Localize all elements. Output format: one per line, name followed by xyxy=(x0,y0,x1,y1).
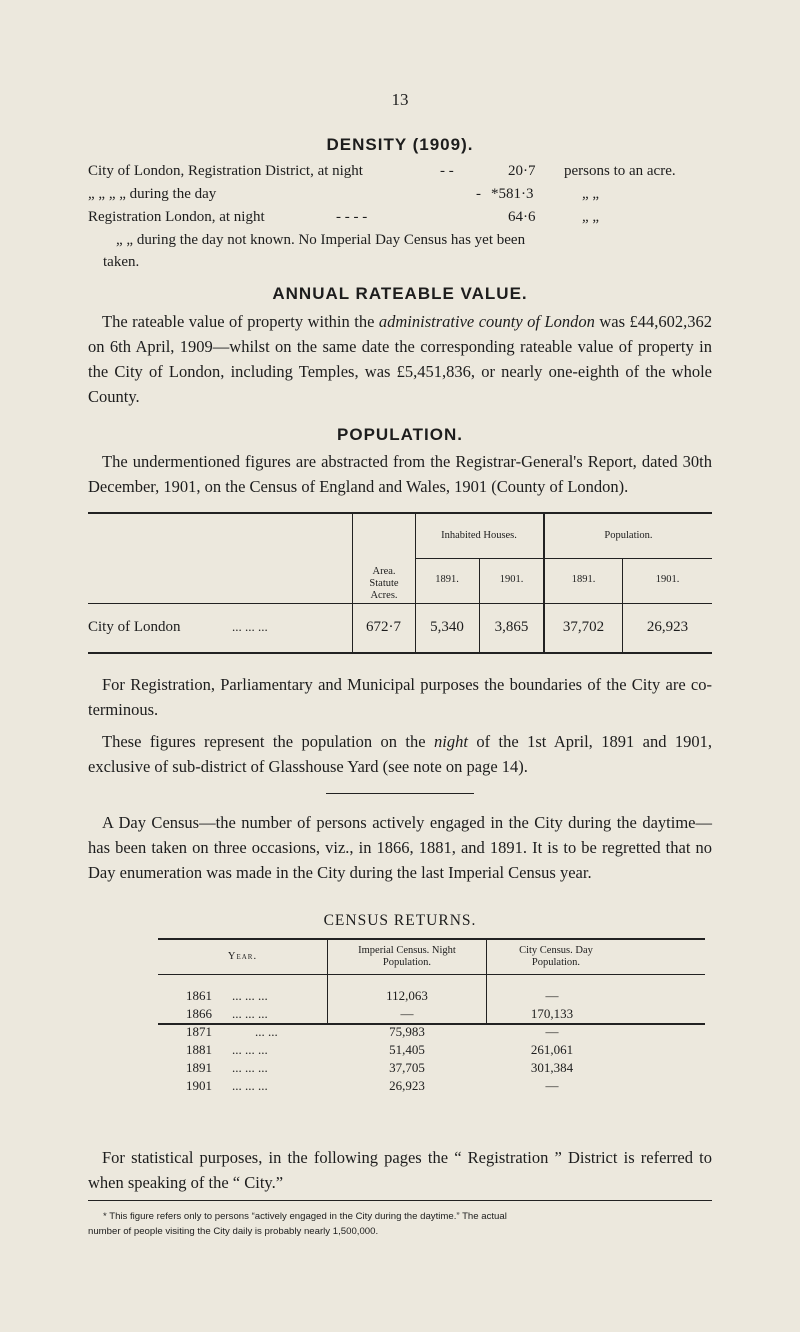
boundaries-text: For Registration, Parliamentary and Municipal purposes the boundaries of the City are co-terminous. xyxy=(88,675,712,719)
census-day: — xyxy=(545,988,559,1003)
rateable-text: The rateable value of property within the xyxy=(102,312,379,331)
density-row-unit: „ „ xyxy=(582,209,600,225)
census-night: 75,983 xyxy=(389,1024,425,1039)
density-row-dashes: - - - - xyxy=(336,209,368,225)
year-header: 1891. xyxy=(435,574,459,585)
census-day: 301,384 xyxy=(530,1060,574,1075)
census-night: 37,705 xyxy=(389,1060,425,1075)
houses-header: Inhabited Houses. xyxy=(441,530,517,541)
row-houses-1891: 5,340 xyxy=(430,619,464,635)
density-row-value: 20·7 xyxy=(508,163,536,179)
density-note: taken. xyxy=(103,254,140,270)
table-vline xyxy=(622,558,623,653)
density-row-value: 64·6 xyxy=(508,209,536,225)
census-dots: ... ... ... xyxy=(232,988,268,1003)
year-header: 1891. xyxy=(571,574,596,585)
density-heading: DENSITY (1909). xyxy=(326,135,474,154)
population-intro xyxy=(88,449,712,499)
density-note: „ „ during the day not known. No Imperial Day Census has yet been xyxy=(116,232,526,248)
year-header: 1901. xyxy=(499,574,524,585)
divider xyxy=(326,793,474,794)
rateable-italic: administrative county of London xyxy=(378,312,595,331)
pop-header: Population. xyxy=(604,530,653,541)
day-census-paragraph xyxy=(88,810,712,885)
statistical-paragraph xyxy=(88,1145,712,1195)
census-night-header: Imperial Census. Night Population. xyxy=(358,945,456,968)
density-row-dashes: - xyxy=(476,186,481,202)
rateable-paragraph xyxy=(88,309,712,409)
census-heading: CENSUS RETURNS. xyxy=(323,912,477,929)
population-intro-text: The undermentioned figures are abstracted from the Registrar-General's Report, dated 30th December, 1901, on the Census of England and Wales, 1901 (County of London). xyxy=(88,452,712,496)
census-year: 1866 xyxy=(186,1006,212,1021)
statistical-text: For statistical purposes, in the following pages the “ Registration ” District is referred to when speaking of the “ City.” xyxy=(88,1148,712,1192)
row-houses-1901: 3,865 xyxy=(494,619,529,635)
row-area: 672·7 xyxy=(366,619,401,635)
census-dots: ... ... ... xyxy=(232,1060,268,1075)
census-day: — xyxy=(545,1078,559,1093)
census-dots: ... ... xyxy=(255,1024,278,1039)
table-bottom-rule xyxy=(88,652,712,654)
census-night: — xyxy=(400,1006,414,1021)
census-year: 1881 xyxy=(186,1042,212,1057)
boundaries-paragraph xyxy=(88,672,712,722)
census-dots: ... ... ... xyxy=(232,1006,268,1021)
census-night: 112,063 xyxy=(386,988,428,1003)
area-header: Area. Statute Acres. xyxy=(369,566,399,601)
census-day: 261,061 xyxy=(530,1042,574,1057)
density-row-unit: „ „ xyxy=(582,186,600,202)
rateable-text: was £44,602,362 on 6th April, 1909—whilst on the same date the corresponding rateable value of property in the City of London, including Temples, was £5,451,836, or nearly one-eighth of the whole County. xyxy=(88,312,712,406)
table-header-rule xyxy=(88,603,712,604)
density-row-label: Registration London, at night xyxy=(88,209,265,225)
census-day: — xyxy=(545,1024,559,1039)
table-subrule xyxy=(415,558,712,559)
density-row-dashes: - - xyxy=(440,163,454,179)
row-name: City of London xyxy=(88,619,181,635)
density-row-unit: persons to an acre. xyxy=(564,163,676,179)
row-pop-1901: 26,923 xyxy=(646,619,689,635)
table-top-rule xyxy=(88,512,712,514)
footnote-rule xyxy=(88,1200,712,1201)
census-dots: ... ... ... xyxy=(232,1078,268,1093)
rateable-heading: ANNUAL RATEABLE VALUE. xyxy=(272,284,528,303)
census-night: 26,923 xyxy=(389,1078,425,1093)
footnote: * This figure refers only to persons “actively engaged in the City during the daytime.” The actual xyxy=(103,1211,507,1222)
census-header-rule xyxy=(158,974,705,975)
census-dots: ... ... ... xyxy=(232,1042,268,1057)
figures-text: These figures represent the population on the xyxy=(102,732,434,751)
census-day-header: City Census. Day Population. xyxy=(519,945,593,968)
population-heading: POPULATION. xyxy=(337,425,463,444)
row-pop-1891: 37,702 xyxy=(562,619,605,635)
year-header: 1901. xyxy=(655,574,680,585)
density-row-label: City of London, Registration District, at night xyxy=(88,163,363,179)
day-census-text: A Day Census—the number of persons actively engaged in the City during the daytime—has been taken on three occasions, viz., in 1866, 1881, and 1891. It is to be regretted that no Day enumeration was made in the City during the last Imperial Census year. xyxy=(88,813,712,882)
density-row-label: „ „ „ „ during the day xyxy=(88,186,217,202)
figures-paragraph xyxy=(88,729,712,779)
census-night: 51,405 xyxy=(389,1042,425,1057)
census-year: 1891 xyxy=(186,1060,212,1075)
figures-italic: night xyxy=(434,732,468,751)
census-year: 1861 xyxy=(186,988,212,1003)
density-row-value: *581·3 xyxy=(491,186,534,202)
census-year-header: Year. xyxy=(227,951,258,962)
row-leader: ... ... ... xyxy=(232,619,268,634)
census-year: 1901 xyxy=(186,1078,212,1093)
footnote: number of people visiting the City daily is probably nearly 1,500,000. xyxy=(88,1226,379,1237)
figures-text: of the 1st April, 1891 and 1901, exclusive of sub-district of Glasshouse Yard (see note on page 14). xyxy=(88,732,712,776)
table-vline xyxy=(479,558,480,653)
census-year: 1871 xyxy=(186,1024,212,1039)
census-day: 170,133 xyxy=(530,1006,574,1021)
page-number: 13 xyxy=(391,90,409,109)
census-top-rule xyxy=(158,938,705,940)
